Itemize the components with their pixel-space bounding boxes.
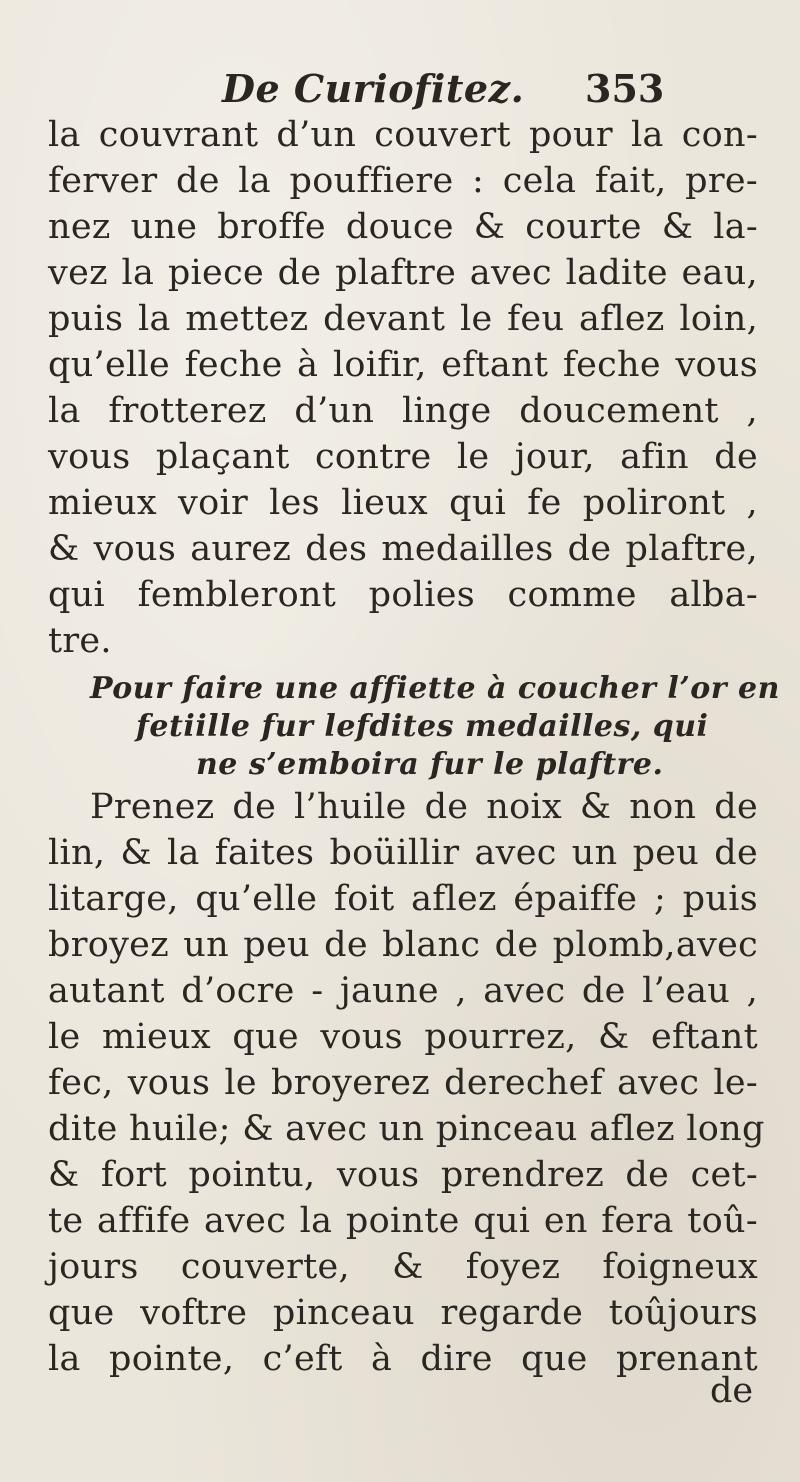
paragraph-1 <box>48 112 758 664</box>
text-line: jours couverte, & foyez foigneux <box>48 1247 758 1287</box>
text-line: puis la mettez devant le feu aflez loin, <box>48 299 758 339</box>
text-line: Prenez de l’huile de noix & non de <box>90 787 758 827</box>
heading-line: ne s’emboira fur le plaftre. <box>196 747 664 782</box>
page-number: 353 <box>585 66 665 111</box>
text-line: litarge, qu’elle foit aflez épaiffe ; puis <box>48 879 758 919</box>
text-line: qu’elle feche à loifir, eftant feche vous <box>48 345 758 385</box>
text-line: fec, vous le broyerez derechef avec le- <box>48 1063 758 1103</box>
text-line: le mieux que vous pourrez, & eftant <box>48 1017 758 1057</box>
running-head <box>0 66 800 116</box>
text-line: vez la piece de plaftre avec ladite eau, <box>48 253 758 293</box>
catchword: de <box>710 1371 754 1411</box>
running-title: De Curiofitez. <box>222 66 525 111</box>
text-line: autant d’ocre - jaune , avec de l’eau , <box>48 971 758 1011</box>
text-line: tre. <box>48 621 112 661</box>
text-line: la frotterez d’un linge doucement , <box>48 391 758 431</box>
text-line: te affife avec la pointe qui en fera toû- <box>48 1201 758 1241</box>
text-line: ferver de la pouffiere : cela fait, pre- <box>48 161 758 201</box>
text-line: broyez un peu de blanc de plomb,avec <box>48 925 758 965</box>
text-line: qui fembleront polies comme alba- <box>48 575 758 615</box>
text-line: lin, & la faites boüillir avec un peu de <box>48 833 758 873</box>
paragraph-2 <box>48 784 765 1382</box>
text-line: que voftre pinceau regarde toûjours <box>48 1293 758 1333</box>
heading-line: fetiille fur lefdites medailles, qui <box>136 709 709 744</box>
text-line: la couvrant d’un couvert pour la con- <box>48 115 758 155</box>
text-line: & fort pointu, vous prendrez de cet- <box>48 1155 758 1195</box>
text-line: vous plaçant contre le jour, afin de <box>48 437 758 477</box>
section-heading <box>48 670 780 784</box>
text-line: la pointe, c’eft à dire que prenant <box>48 1339 758 1379</box>
text-line: mieux voir les lieux qui fe poliront , <box>48 483 758 523</box>
text-line: & vous aurez des medailles de plaftre, <box>48 529 758 569</box>
heading-line: Pour faire une affiette à coucher l’or en <box>90 671 780 706</box>
text-line: dite huile; & avec un pinceau aflez long <box>48 1109 765 1149</box>
text-line: nez une broffe douce & courte & la- <box>48 207 758 247</box>
text-block <box>48 112 780 1382</box>
